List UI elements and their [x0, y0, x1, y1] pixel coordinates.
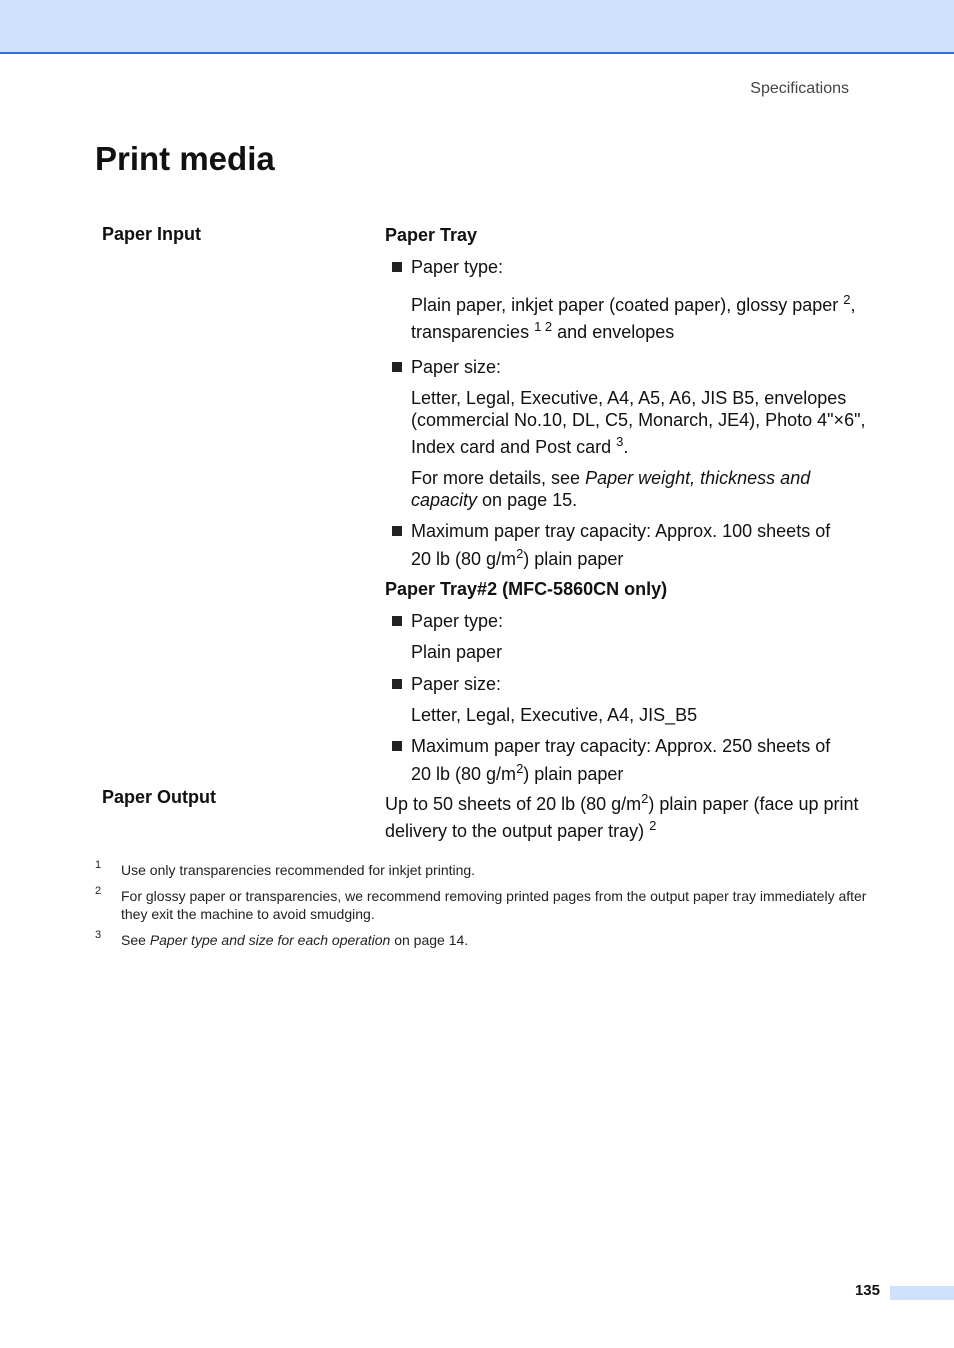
- bullet-square-icon: [392, 526, 402, 536]
- paper-tray-heading: Paper Tray: [385, 225, 478, 245]
- running-header: Specifications: [750, 80, 849, 97]
- footnote: 3 See Paper type and size for each operation on page 14.: [95, 929, 469, 948]
- header-band: [0, 0, 954, 54]
- tray2-type-text: Plain paper: [411, 642, 503, 662]
- bullet-square-icon: [392, 616, 402, 626]
- tray2-type-item: Paper type:: [385, 610, 875, 632]
- tray1-capacity-item: Maximum paper tray capacity: Approx. 100 sheets of 20 lb (80 $g/m^2$) plain paper: [385, 520, 875, 570]
- page-number: 135: [854, 1282, 880, 1299]
- tray2-size-item: Paper size:: [385, 673, 875, 695]
- footer-tab: [890, 1286, 954, 1300]
- tray1-type-item: Paper type:: [385, 256, 875, 278]
- bullet-square-icon: [392, 362, 402, 372]
- footnotes: [95, 861, 885, 949]
- bullet-square-icon: [392, 741, 402, 751]
- tray2-capacity-item: Maximum paper tray capacity: Approx. 250 sheets of 20 lb (80 $g/m^2$) plain paper: [385, 735, 875, 785]
- paper-input-label: Paper Input: [102, 224, 202, 244]
- bullet-square-icon: [392, 679, 402, 689]
- paper-output-label: Paper Output: [102, 787, 217, 807]
- paper-output-content: Up to 50 sheets of 20 lb (80 $g/m^2$) plain paper (face up print delivery to the output paper tray) $^2$: [385, 791, 859, 841]
- tray1-details-text: For more details, see Paper weight, thickness and capacity on page 15.: [411, 468, 811, 510]
- bullet-square-icon: [392, 262, 402, 272]
- tray2-size-text: Letter, Legal, Executive, A4, JIS_B5: [411, 705, 698, 725]
- footnote: 2 For glossy paper or transparencies, we recommend removing printed pages from the output paper tray immediately after they exit the machine to avoid smudging.: [95, 885, 867, 922]
- footnote: 1 Use only transparencies recommended for inkjet printing.: [95, 859, 476, 878]
- tray1-type-text: Plain paper, inkjet paper (coated paper), glossy paper $^2$, transparencies $^{1 2}$ and envelopes: [411, 292, 856, 342]
- tray1-size-text: Letter, Legal, Executive, A4, A5, A6, JIS B5, envelopes (commercial No.10, DL, C5, Monarch, JE4), Photo 4"×6", Index card and Post card $^3$.: [411, 388, 866, 457]
- page-title: Print media: [95, 140, 275, 177]
- tray1-size-item: Paper size:: [385, 356, 875, 378]
- paper-input-content: [385, 224, 875, 785]
- paper-tray2-heading: Paper Tray#2 (MFC-5860CN only): [385, 579, 668, 599]
